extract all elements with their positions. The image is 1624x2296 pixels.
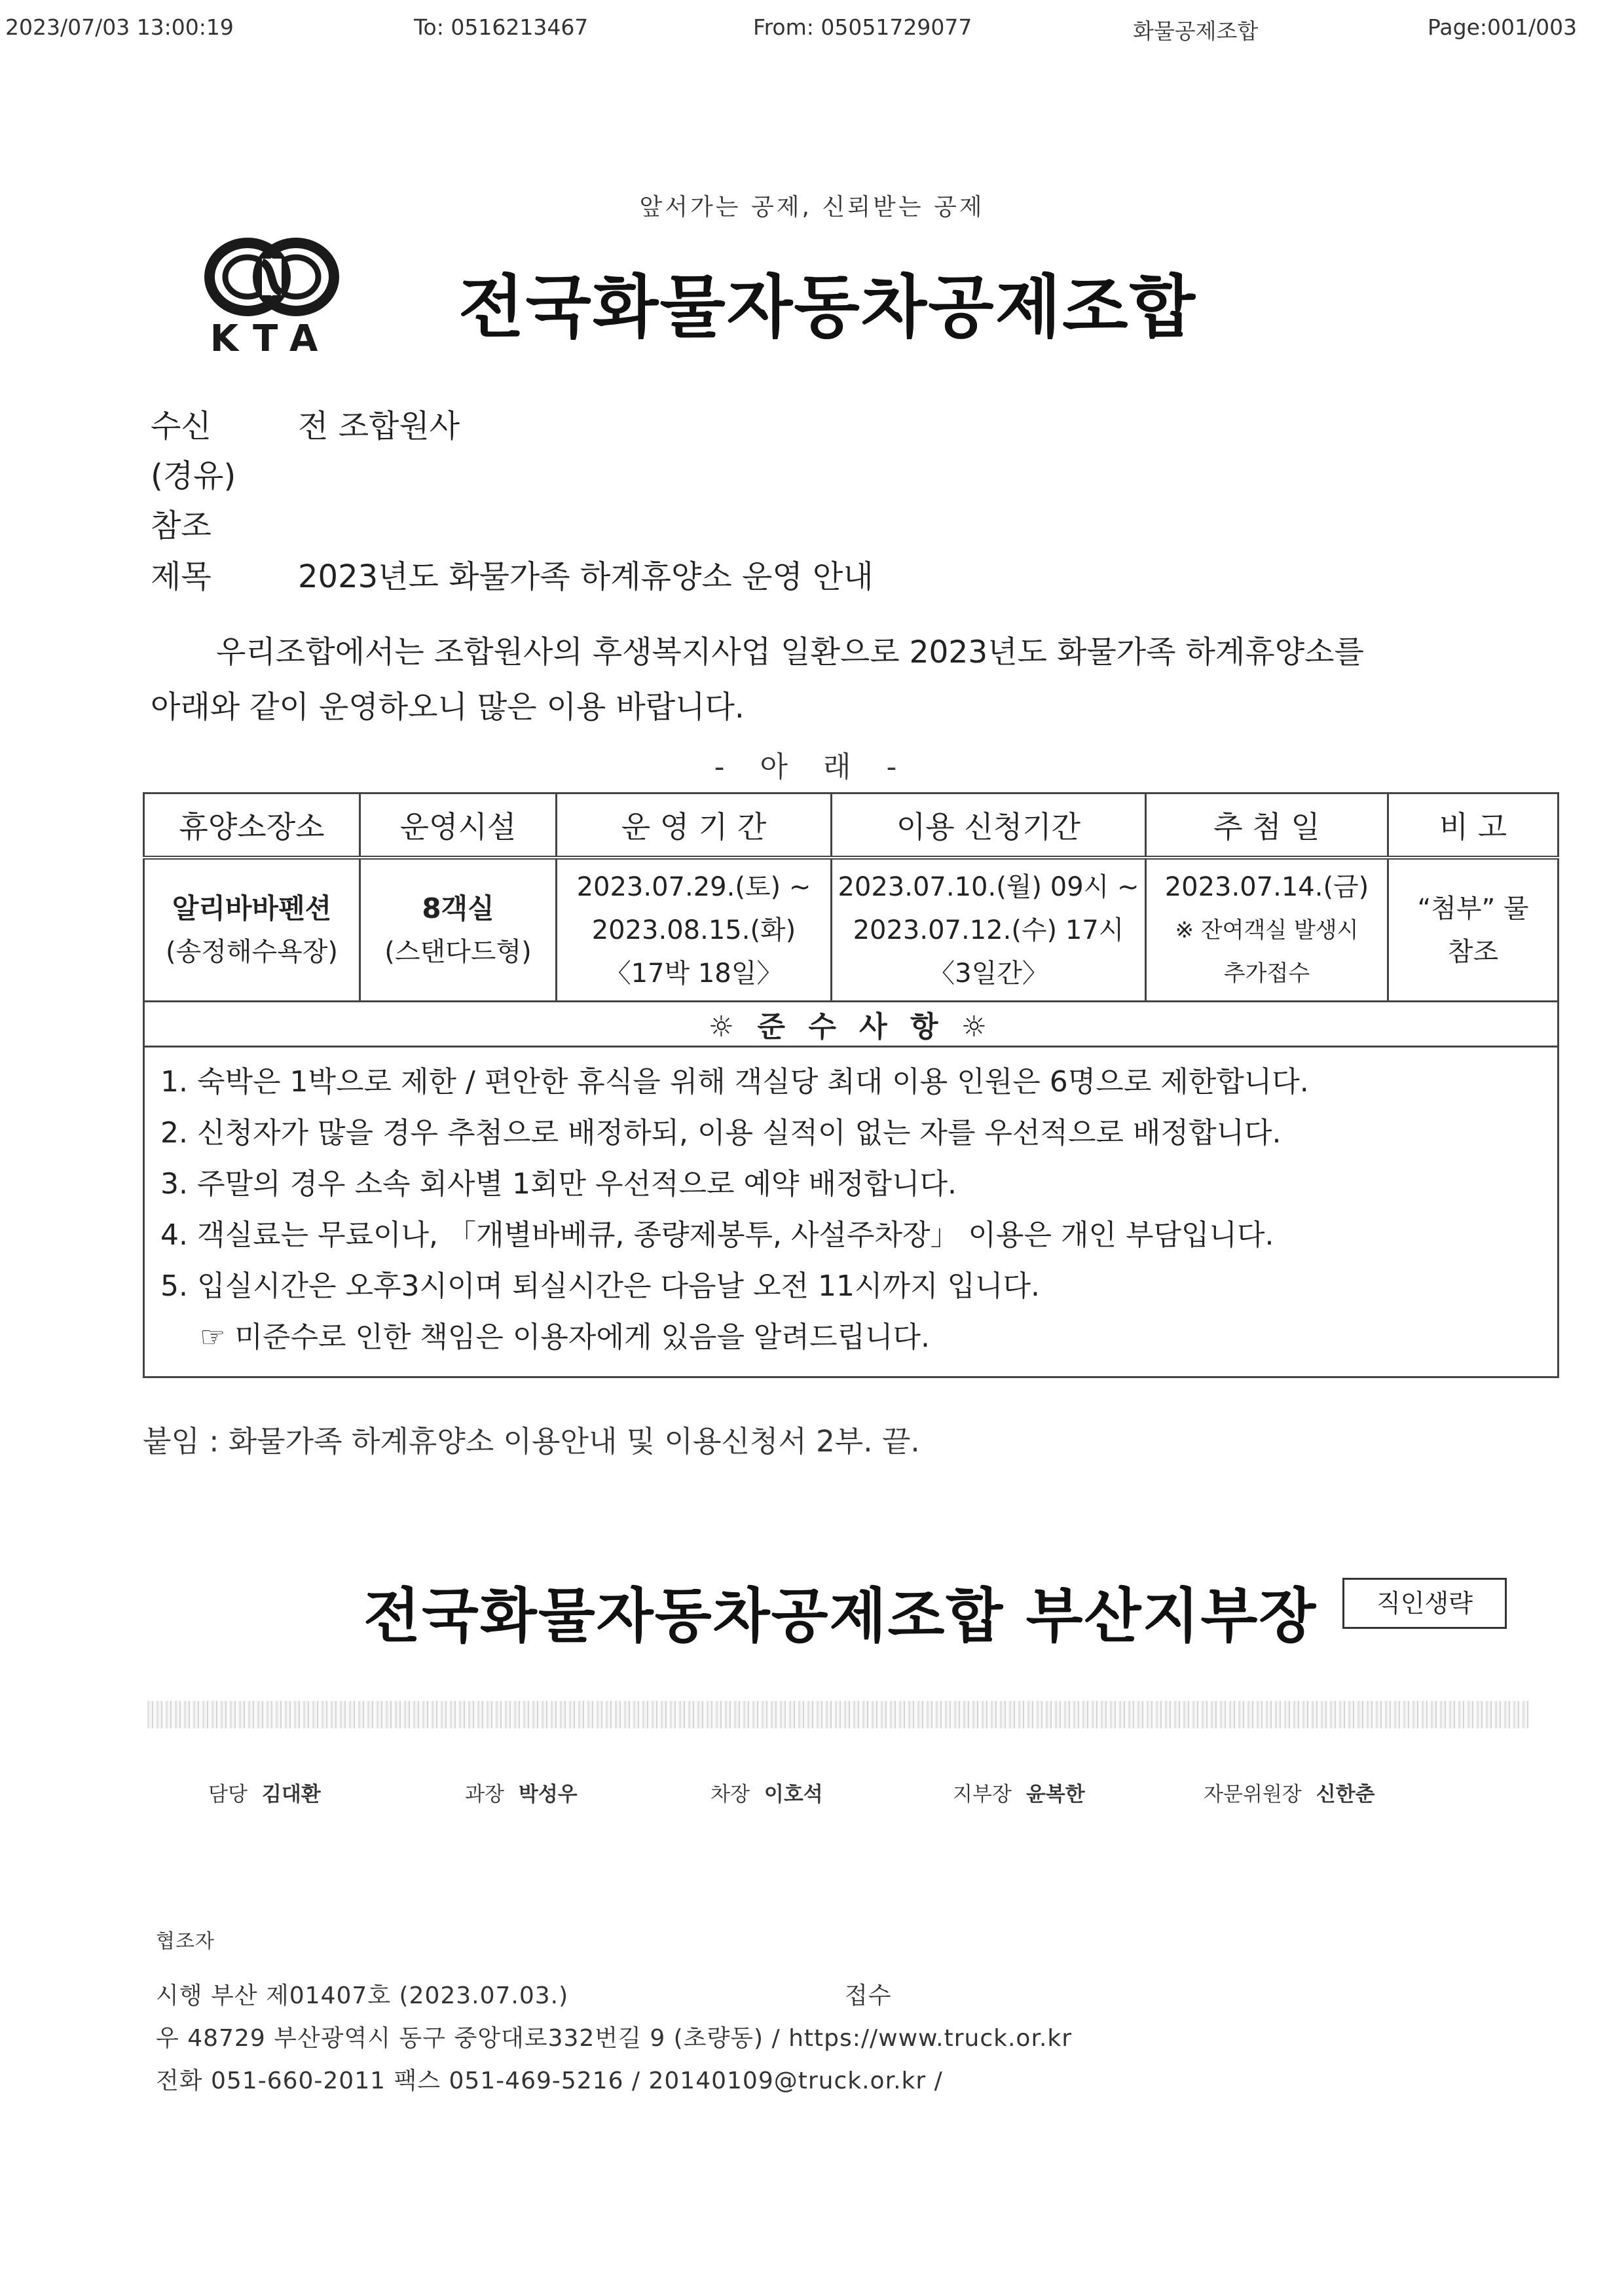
sign-branch-head — [953, 1777, 1085, 1807]
rule-item: 2. 신청자가 많을 경우 추첨으로 배정하되, 이용 실적이 없는 자를 우선적으로 배정합니다. — [160, 1116, 1282, 1150]
sign-role: 자문위원장 — [1204, 1783, 1302, 1806]
via-label: (경유) — [151, 458, 236, 494]
sign-name: 박성우 — [518, 1783, 578, 1806]
remark-1: “첨부” 물 — [1417, 893, 1529, 924]
header-facility: 운영시설 — [360, 793, 557, 858]
sign-advisor — [1204, 1777, 1375, 1807]
scan-noise-band — [147, 1701, 1529, 1728]
sender-title: 전국화물자동차공제조합 부산지부장 — [363, 1582, 1318, 1650]
facility-type: (스탠다드형) — [384, 936, 532, 967]
attachment-line: 붙임 : 화물가족 하계휴양소 이용안내 및 이용신청서 2부. 끝. — [143, 1424, 920, 1459]
body-text — [151, 625, 1526, 735]
facility-rooms: 8객실 — [422, 892, 494, 924]
rule-item: 4. 객실료는 무료이나, 「개별바베큐, 종량제봉투, 사설주차장」 이용은 개인 부담입니다. — [160, 1218, 1274, 1252]
apply-start: 2023.07.10.(월) 09시 ~ — [838, 871, 1139, 902]
sign-role: 과장 — [465, 1783, 504, 1806]
rules-row — [144, 1047, 1559, 1377]
contact-line: 전화 051-660-2011 팩스 051-469-5216 / 20140109@truck.or.kr / — [156, 2068, 943, 2094]
sign-name: 김대환 — [261, 1783, 321, 1806]
remark-2: 참조 — [1447, 936, 1499, 967]
cell-apply — [832, 858, 1146, 1002]
cell-period — [557, 858, 832, 1002]
period-duration: 〈17박 18일〉 — [604, 958, 783, 989]
apply-duration: 〈3일간〉 — [929, 958, 1048, 989]
rule-item: 3. 주말의 경우 소속 회사별 1회만 우선적으로 예약 배정합니다. — [160, 1167, 957, 1201]
fax-from: From: 05051729077 — [753, 14, 972, 40]
header-draw: 추 첨 일 — [1146, 793, 1388, 858]
rules-title: ☼ 준 수 사 항 ☼ — [144, 1002, 1559, 1047]
rule-note: ☞ 미준수로 인한 책임은 이용자에게 있음을 알려드립니다. — [200, 1321, 930, 1354]
draw-note-1: ※ 잔여객실 발생시 — [1175, 917, 1359, 943]
table-row — [144, 858, 1559, 1002]
org-title: 전국화물자동차공제조합 — [458, 267, 1197, 347]
fax-datetime: 2023/07/03 13:00:19 — [5, 14, 234, 40]
body-line-2: 아래와 같이 운영하오니 많은 이용 바랍니다. — [151, 689, 745, 725]
header-apply: 이용 신청기간 — [832, 793, 1146, 858]
rule-item: 5. 입실시간은 오후3시이며 퇴실시간은 다음날 오전 11시까지 입니다. — [160, 1269, 1040, 1303]
seal-omitted-box: 직인생략 — [1342, 1578, 1507, 1629]
draw-note-2: 추가접수 — [1223, 960, 1310, 987]
subject-value: 2023년도 화물가족 하계휴양소 운영 안내 — [298, 558, 874, 595]
sign-manager — [465, 1777, 578, 1807]
rule-item: 1. 숙박은 1박으로 제한 / 편안한 휴식을 위해 객실당 최대 이용 인원은 6명으로 제한합니다. — [160, 1065, 1309, 1099]
resort-table — [143, 792, 1559, 1378]
sign-name: 신한춘 — [1316, 1783, 1375, 1806]
place-name: 알리바바펜션 — [172, 892, 332, 924]
header-period: 운 영 기 간 — [557, 793, 832, 858]
doc-number: 시행 부산 제01407호 (2023.07.03.) — [156, 1982, 569, 2009]
draw-date: 2023.07.14.(금) — [1164, 871, 1369, 902]
subject-label: 제목 — [151, 558, 212, 595]
fax-page: Page:001/003 — [1428, 14, 1578, 40]
sign-name: 이호석 — [764, 1783, 823, 1806]
address-line: 우 48729 부산광역시 동구 중앙대로332번길 9 (초량동) / https://www.truck.or.kr — [156, 2025, 1073, 2052]
rules-list — [144, 1047, 1559, 1377]
below-note: - 아 래 - — [714, 750, 910, 784]
place-sub: (송정해수욕장) — [165, 936, 339, 967]
logo-text: KTA — [210, 318, 333, 360]
recipient-value: 전 조합원사 — [298, 408, 460, 445]
kta-logo — [196, 232, 347, 363]
apply-end: 2023.07.12.(수) 17시 — [853, 915, 1124, 945]
sign-role: 담당 — [208, 1783, 248, 1806]
period-end: 2023.08.15.(화) — [591, 915, 796, 945]
header-remark: 비 고 — [1388, 793, 1559, 858]
receipt-label: 접수 — [845, 1982, 892, 2009]
rules-title-row — [144, 1002, 1559, 1047]
cell-remark — [1388, 858, 1559, 1002]
sign-role: 지부장 — [953, 1783, 1012, 1806]
sign-deputy — [710, 1777, 823, 1807]
sign-role: 차장 — [710, 1783, 750, 1806]
recipient-label: 수신 — [151, 408, 212, 445]
reference-label: 참조 — [151, 507, 212, 544]
slogan: 앞서가는 공제, 신뢰받는 공제 — [639, 194, 985, 221]
cell-draw — [1146, 858, 1388, 1002]
cell-facility — [360, 858, 557, 1002]
body-line-1: 우리조합에서는 조합원사의 후생복지사업 일환으로 2023년도 화물가족 하계휴양소를 — [216, 634, 1364, 670]
period-start: 2023.07.29.(토) ~ — [576, 871, 811, 902]
cell-place — [144, 858, 360, 1002]
header-place: 휴양소장소 — [144, 793, 360, 858]
cooperator-label: 협조자 — [156, 1930, 215, 1953]
sign-staff — [208, 1777, 321, 1807]
fax-sender: 화물공제조합 — [1133, 18, 1259, 44]
table-header-row — [144, 793, 1559, 858]
fax-to: To: 0516213467 — [414, 14, 589, 40]
sign-name: 윤복한 — [1025, 1783, 1085, 1806]
